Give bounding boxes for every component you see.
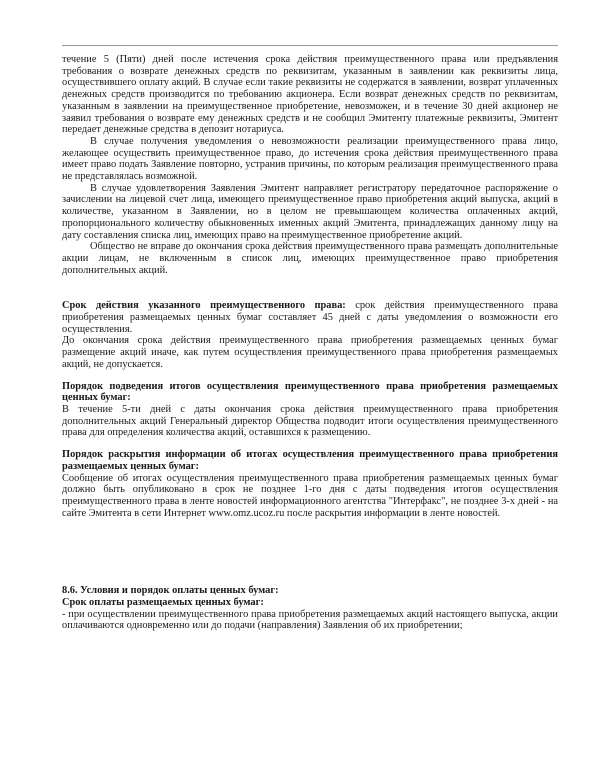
term-text: срок действия преимущественного права приобретения размещаемых ценных бумаг составляет 45 дней с даты уведомления о возможности его осуществления. [62,300,559,335]
section-8-6-text: - при осуществлении преимущественного права приобретения размещаемых акций настоящего выпуска, акции оплачиваются одновременно или до подачи (направления) Заявления об их приобретении; [62,608,558,632]
paragraph-registrar-order: В случае удовлетворения Заявления Эмитент направляет регистратору передаточное распоряжение о зачислении на лицевой счет лица, имеющего преимущественное право приобретения акций выпуска, акций в количестве, указанном в Заявлении, но в целом не превышающем количества оплаченных акций, пропорционального количеству обыкновенных именных акций Эмитента, принадлежащих данному лицу на дату составления списка лиц, имеющих право на преимущественное приобретение акций. [62,182,558,241]
term-heading: Срок действия указанного преимущественного права: [62,300,346,312]
document-body [62,54,558,632]
term-text-2: До окончания срока действия преимущественного права приобретения размещаемых ценных бумаг размещение акций иначе, как путем осуществления преимущественного права приобретения размещаемых акций, не допускается. [62,335,558,370]
paragraph-impossibility-notice: В случае получения уведомления о невозможности реализации преимущественного права лицо, желающее осуществить преимущественное право, до истечения срока действия преимущественного права имеет право подать Заявление повторно, устранив причины, по которым реализация преимущественного права не представлялась возможной. [62,135,558,183]
disclosure-heading: Порядок раскрытия информации об итогах осуществления преимущественного права приобретения размещаемых ценных бумаг: [62,449,558,472]
section-8-6-title: 8.6. Условия и порядок оплаты ценных бумаг: [62,585,279,597]
header-rule [62,45,558,46]
results-text: В течение 5-ти дней с даты окончания срока действия преимущественного права приобретения дополнительных акций Генеральный директор Общества подводит итоги осуществления преимущественного права для определения количества акций, оставшихся к размещению. [62,403,558,439]
results-heading: Порядок подведения итогов осуществления преимущественного права приобретения размещаемых ценных бумаг: [62,380,558,404]
term-section [62,300,558,335]
paragraph-refund: течение 5 (Пяти) дней после истечения срока действия преимущественного права или предъявления требования о возврате денежных средств по реквизитам, указанным в заявлении как реквизиты лица, осуществившего оплату акций. В случае если такие реквизиты не содержатся в заявлении, возврат уплаченных денежных средств производится по требованию акционера. Если возврат денежных средств по реквизитам, указанным в заявлении на преимущественное приобретение, невозможен, и в течение 30 дней акционер не заявил требования о возврате ему денежных средств и не сообщил Эмитенту платежные реквизиты, Эмитент передает денежные средства в депозит нотариуса. [62,54,558,136]
section-8-6-subtitle: Срок оплаты размещаемых ценных бумаг: [62,597,264,609]
disclosure-text: Сообщение об итогах осуществления преимущественного права приобретения размещаемых ценных бумаг должно быть опубликовано в срок не позднее 1-го дня с даты подведения итогов осуществления преимущественного права в ленте новостей информационного агентства "Интерфакс", не позднее 3-х дней - на сайте Эмитента в сети Интернет www.omz.ucoz.ru после раскрытия информации в ленте новостей. [62,472,558,519]
paragraph-placement-restriction: Общество не вправе до окончания срока действия преимущественного права размещать дополнительные акции лицам, не включенным в список лиц, имеющих преимущественное право приобретения дополнительных акций. [62,241,558,276]
